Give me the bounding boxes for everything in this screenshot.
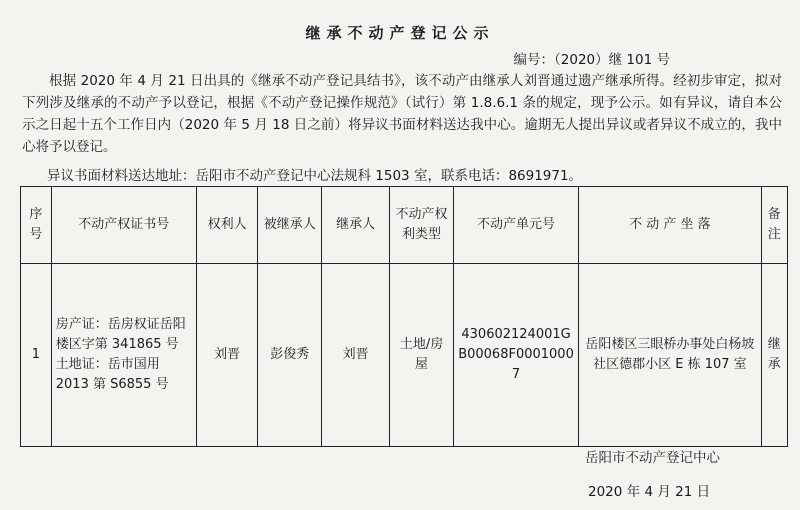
notice-body: 根据 2020 年 4 月 21 日出具的《继承不动产登记具结书》，该不动产由继承人刘晋通过遗产继承所得。经初步审定，拟对下列涉及继承的不动产予以登记，根据《不动产登记操作规范》（试行）第 1.8.6.1 条的规定，现予公示。如有异议，请自本公示之日起十五个工作日内（2020 年 5 月 18 日之前）将异议书面材料送达我中心。逾期无人提出异议或者异议不成立的，我中心将予以登记。	[22, 73, 782, 155]
cell-note: 继承	[761, 264, 787, 447]
cell-unit-no: 430602124001GB00068F00010007	[453, 264, 578, 447]
issuing-organization: 岳阳市不动产登记中心	[585, 450, 720, 466]
header-seq: 序号	[21, 187, 52, 264]
header-unit-no: 不动产单元号	[453, 187, 578, 264]
cell-owner: 刘晋	[196, 264, 258, 447]
cell-location: 岳阳楼区三眼桥办事处白杨坡社区德郡小区 E 栋 107 室	[579, 264, 761, 447]
header-cert-no: 不动产权证书号	[51, 187, 196, 264]
notice-title: 继承不动产登记公示	[305, 24, 495, 42]
table-header-row	[21, 187, 788, 264]
header-deceased: 被继承人	[258, 187, 322, 264]
cell-right-type: 土地/房屋	[390, 264, 454, 447]
cell-cert-no: 房产证：岳房权证岳阳楼区字第 341865 号 土地证：岳市国用 2013 第 S6855 号	[51, 264, 196, 447]
table-row	[21, 264, 788, 447]
cell-deceased: 彭俊秀	[258, 264, 322, 447]
header-heir: 继承人	[322, 187, 390, 264]
cell-heir: 刘晋	[322, 264, 390, 447]
issue-date: 2020 年 4 月 21 日	[588, 484, 711, 500]
document-number: 编号：（2020）继 101 号	[513, 52, 670, 68]
header-owner: 权利人	[196, 187, 258, 264]
registration-table	[20, 186, 788, 447]
objection-address: 异议书面材料送达地址：岳阳市不动产登记中心法规科 1503 室，联系电话：8691971。	[47, 168, 583, 184]
cell-seq: 1	[21, 264, 52, 447]
header-right-type: 不动产权利类型	[390, 187, 454, 264]
header-note: 备注	[761, 187, 787, 264]
header-location: 不 动 产 坐 落	[579, 187, 761, 264]
